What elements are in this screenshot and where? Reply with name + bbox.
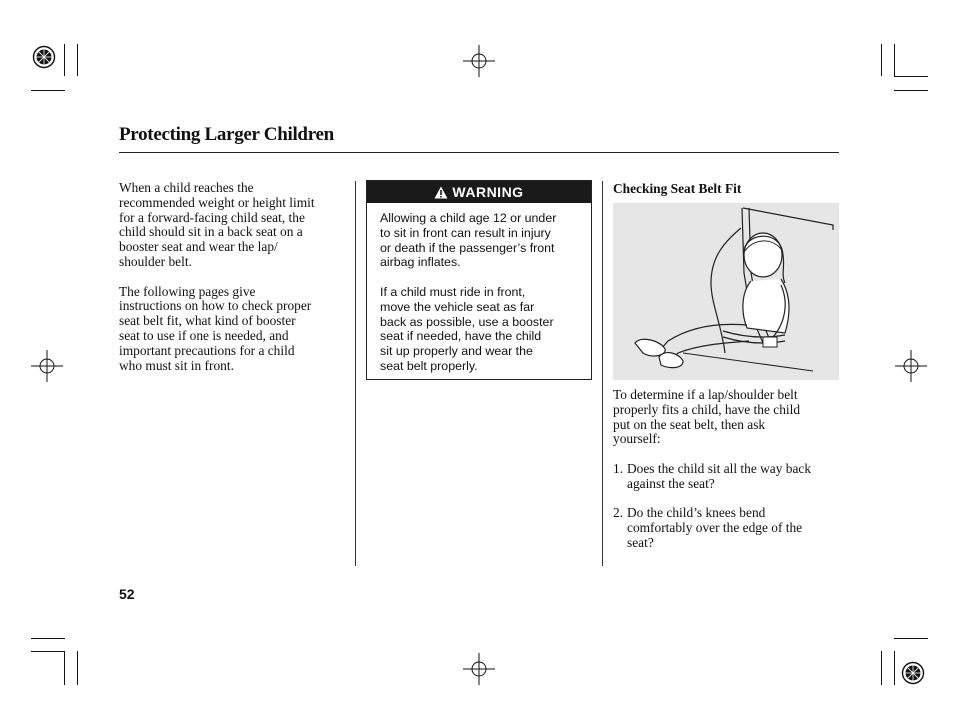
- registration-mark-icon: [32, 45, 56, 69]
- crop-mark-line: [77, 651, 78, 685]
- column-divider: [602, 181, 603, 566]
- warning-paragraph: If a child must ride in front, move the vehicle seat as far back as possible, use a booster seat if needed, have the child sit up properly and wear the seat belt properly.: [380, 284, 554, 373]
- subsection-heading: Checking Seat Belt Fit: [613, 181, 742, 196]
- title-rule: [119, 152, 839, 153]
- section-title: Protecting Larger Children: [119, 124, 334, 145]
- seat-belt-fit-text: [613, 388, 841, 551]
- crop-mark-line: [881, 44, 882, 76]
- child-seatbelt-illustration: [613, 203, 839, 380]
- crop-mark-line: [894, 76, 928, 77]
- intro-paragraph: When a child reaches the recommended weight or height limit for a forward-facing child seat, the child should sit in a back seat on a booster seat and wear the lap/ shoulder belt.: [119, 180, 315, 269]
- crop-mark-line: [31, 90, 65, 91]
- crop-mark-line: [894, 651, 895, 685]
- crop-mark-line: [31, 638, 65, 639]
- intro-paragraph: To determine if a lap/shoulder belt properly fits a child, have the child put on the seat belt, then ask yourself:: [613, 387, 801, 447]
- list-item: 2. Do the child’s knees bend comfortably over the edge of the seat?: [613, 505, 803, 550]
- column-divider: [355, 181, 356, 566]
- crop-mark-line: [894, 90, 928, 91]
- warning-triangle-icon: [434, 186, 448, 199]
- warning-box: [366, 180, 592, 380]
- page-number: 52: [119, 586, 135, 602]
- crop-mark-line: [881, 651, 882, 685]
- crosshair-mark-icon: [463, 45, 495, 77]
- warning-header: [367, 181, 591, 203]
- crosshair-mark-icon: [463, 653, 495, 685]
- warning-body: [380, 211, 585, 374]
- crosshair-mark-icon: [895, 350, 927, 382]
- intro-column: [119, 181, 347, 373]
- crop-mark-line: [894, 638, 928, 639]
- registration-mark-icon: [901, 661, 925, 685]
- crop-mark-line: [31, 651, 65, 652]
- list-item: 1. Does the child sit all the way back against the seat?: [613, 460, 812, 491]
- crop-mark-line: [77, 44, 78, 76]
- crop-mark-line: [894, 44, 895, 76]
- intro-paragraph: The following pages give instructions on how to check proper seat belt fit, what kind of booster seat to use if one is needed, and important precautions for a child who must sit in front.: [119, 283, 312, 373]
- warning-paragraph: Allowing a child age 12 or under to sit in front can result in injury or death if the passenger’s front airbag inflates.: [380, 211, 557, 270]
- crosshair-mark-icon: [31, 350, 63, 382]
- warning-label: WARNING: [452, 184, 524, 200]
- crop-mark-line: [64, 651, 65, 685]
- crop-mark-line: [64, 44, 65, 76]
